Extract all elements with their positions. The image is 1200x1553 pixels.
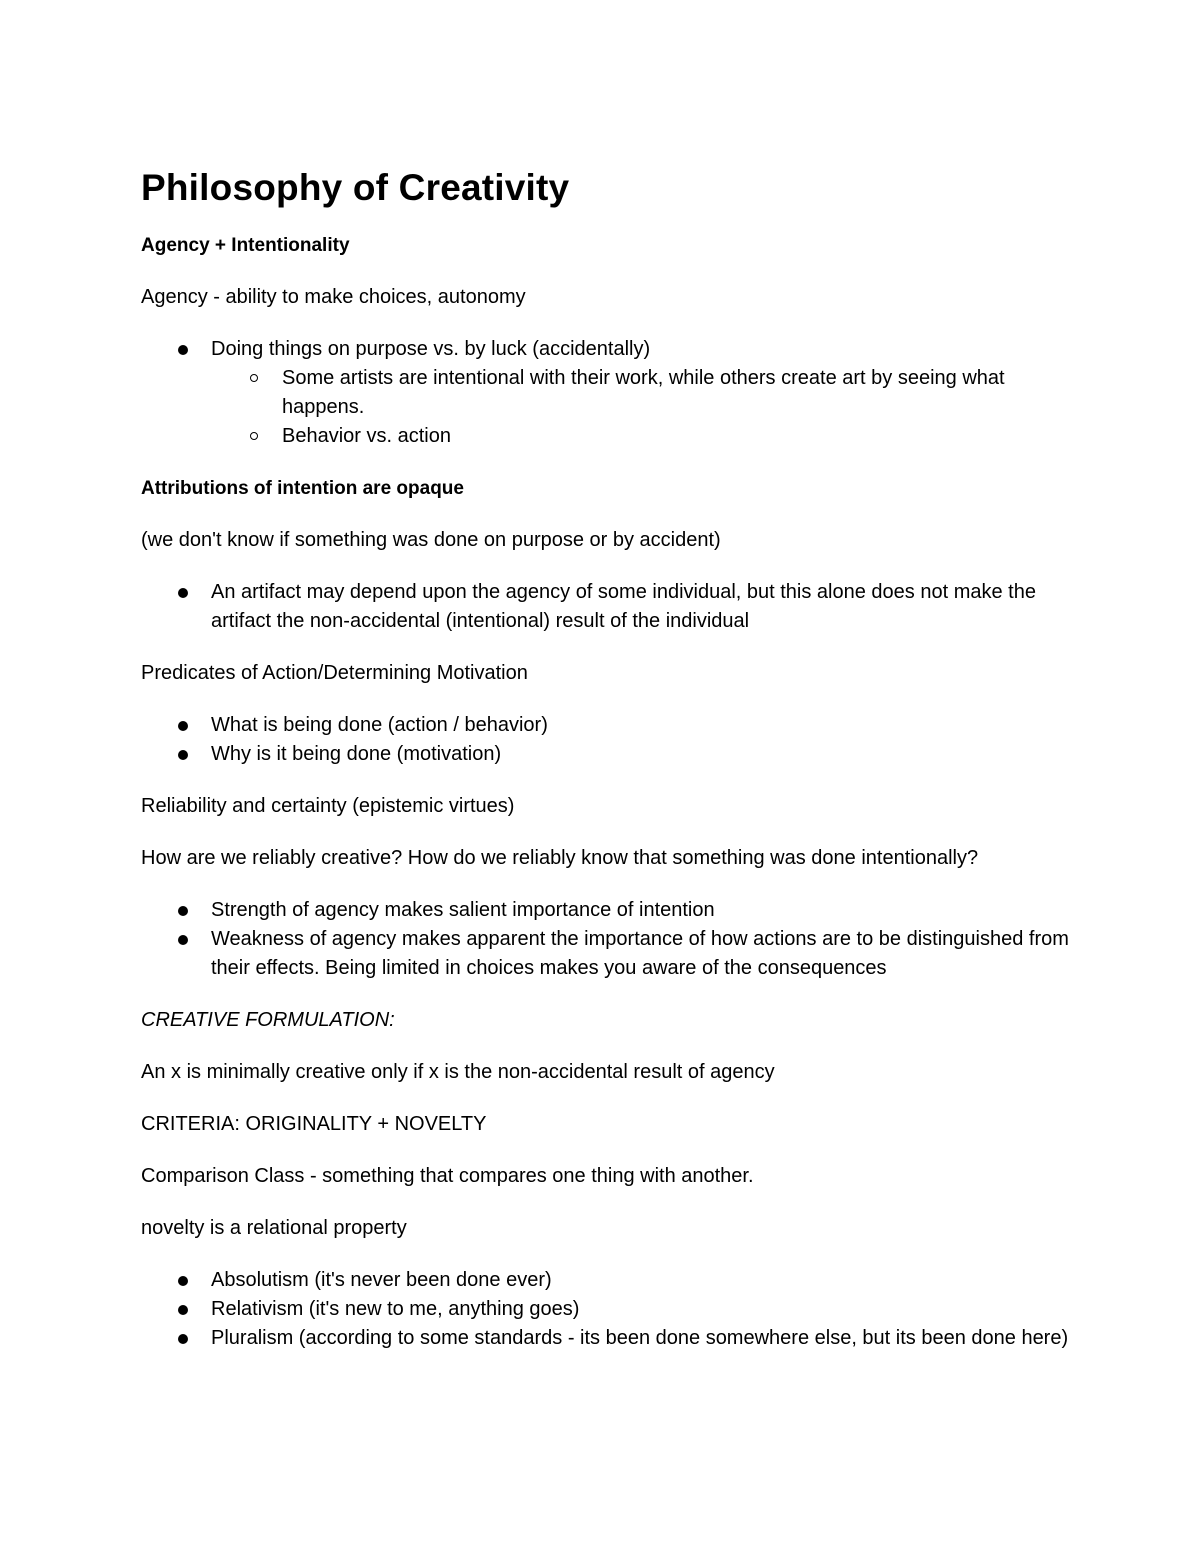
list-item [141, 1266, 1071, 1295]
attributions-bullet-list [141, 578, 1071, 636]
list-item-text: What is being done (action / behavior) [211, 714, 548, 736]
creative-formulation-heading: CREATIVE FORMULATION: [141, 1009, 395, 1031]
document-content [141, 162, 1071, 1353]
list-item [141, 896, 1071, 925]
section-heading-reliability: Reliability and certainty (epistemic virtues) [141, 795, 515, 817]
sub-list-item-text: Behavior vs. action [282, 425, 451, 447]
agency-definition: Agency - ability to make choices, autonomy [141, 286, 526, 308]
agency-bullet-list [141, 335, 1071, 451]
criteria-line: CRITERIA: ORIGINALITY + NOVELTY [141, 1113, 487, 1135]
list-item-text: Weakness of agency makes apparent the importance of how actions are to be distinguished from their effects. Being limited in choices makes you aware of the consequences [211, 928, 1069, 979]
list-item [141, 578, 1071, 636]
list-item-text: Pluralism (according to some standards - its been done somewhere else, but its been done here) [211, 1327, 1069, 1349]
list-item [141, 740, 1071, 769]
list-item [141, 711, 1071, 740]
sub-list-item [211, 422, 1071, 451]
hollow-bullet-icon [250, 432, 258, 440]
bullet-icon [178, 1334, 188, 1344]
attributions-note: (we don't know if something was done on purpose or by accident) [141, 529, 721, 551]
list-item-text: Doing things on purpose vs. by luck (accidentally) [211, 338, 651, 360]
predicates-bullet-list [141, 711, 1071, 769]
sub-list-item-text: Some artists are intentional with their work, while others create art by seeing what happens. [282, 367, 1005, 418]
list-item [141, 1295, 1071, 1324]
bullet-icon [178, 588, 188, 598]
hollow-bullet-icon [250, 374, 258, 382]
section-heading-agency: Agency + Intentionality [141, 235, 350, 256]
bullet-icon [178, 721, 188, 731]
list-item [141, 925, 1071, 983]
bullet-icon [178, 750, 188, 760]
agency-sub-bullet-list [211, 364, 1071, 451]
list-item-text: Why is it being done (motivation) [211, 743, 502, 765]
comparison-class-line: Comparison Class - something that compares one thing with another. [141, 1165, 754, 1187]
document-title: Philosophy of Creativity [141, 167, 570, 208]
bullet-icon [178, 906, 188, 916]
novelty-bullet-list [141, 1266, 1071, 1353]
bullet-icon [178, 935, 188, 945]
reliability-bullet-list [141, 896, 1071, 983]
sub-list-item [211, 364, 1071, 422]
bullet-icon [178, 1305, 188, 1315]
list-item-text: Absolutism (it's never been done ever) [211, 1269, 552, 1291]
section-heading-predicates: Predicates of Action/Determining Motivation [141, 662, 528, 684]
list-item-text: Relativism (it's new to me, anything goes) [211, 1298, 580, 1320]
creative-formulation-statement: An x is minimally creative only if x is the non-accidental result of agency [141, 1061, 775, 1083]
bullet-icon [178, 1276, 188, 1286]
list-item [141, 335, 1071, 451]
list-item-text: Strength of agency makes salient importance of intention [211, 899, 715, 921]
reliability-question: How are we reliably creative? How do we reliably know that something was done intentionally? [141, 847, 979, 869]
bullet-icon [178, 345, 188, 355]
list-item-text: An artifact may depend upon the agency of some individual, but this alone does not make the artifact the non-accidental (intentional) result of the individual [211, 581, 1036, 632]
section-heading-attributions: Attributions of intention are opaque [141, 478, 464, 499]
novelty-line: novelty is a relational property [141, 1217, 407, 1239]
list-item [141, 1324, 1071, 1353]
